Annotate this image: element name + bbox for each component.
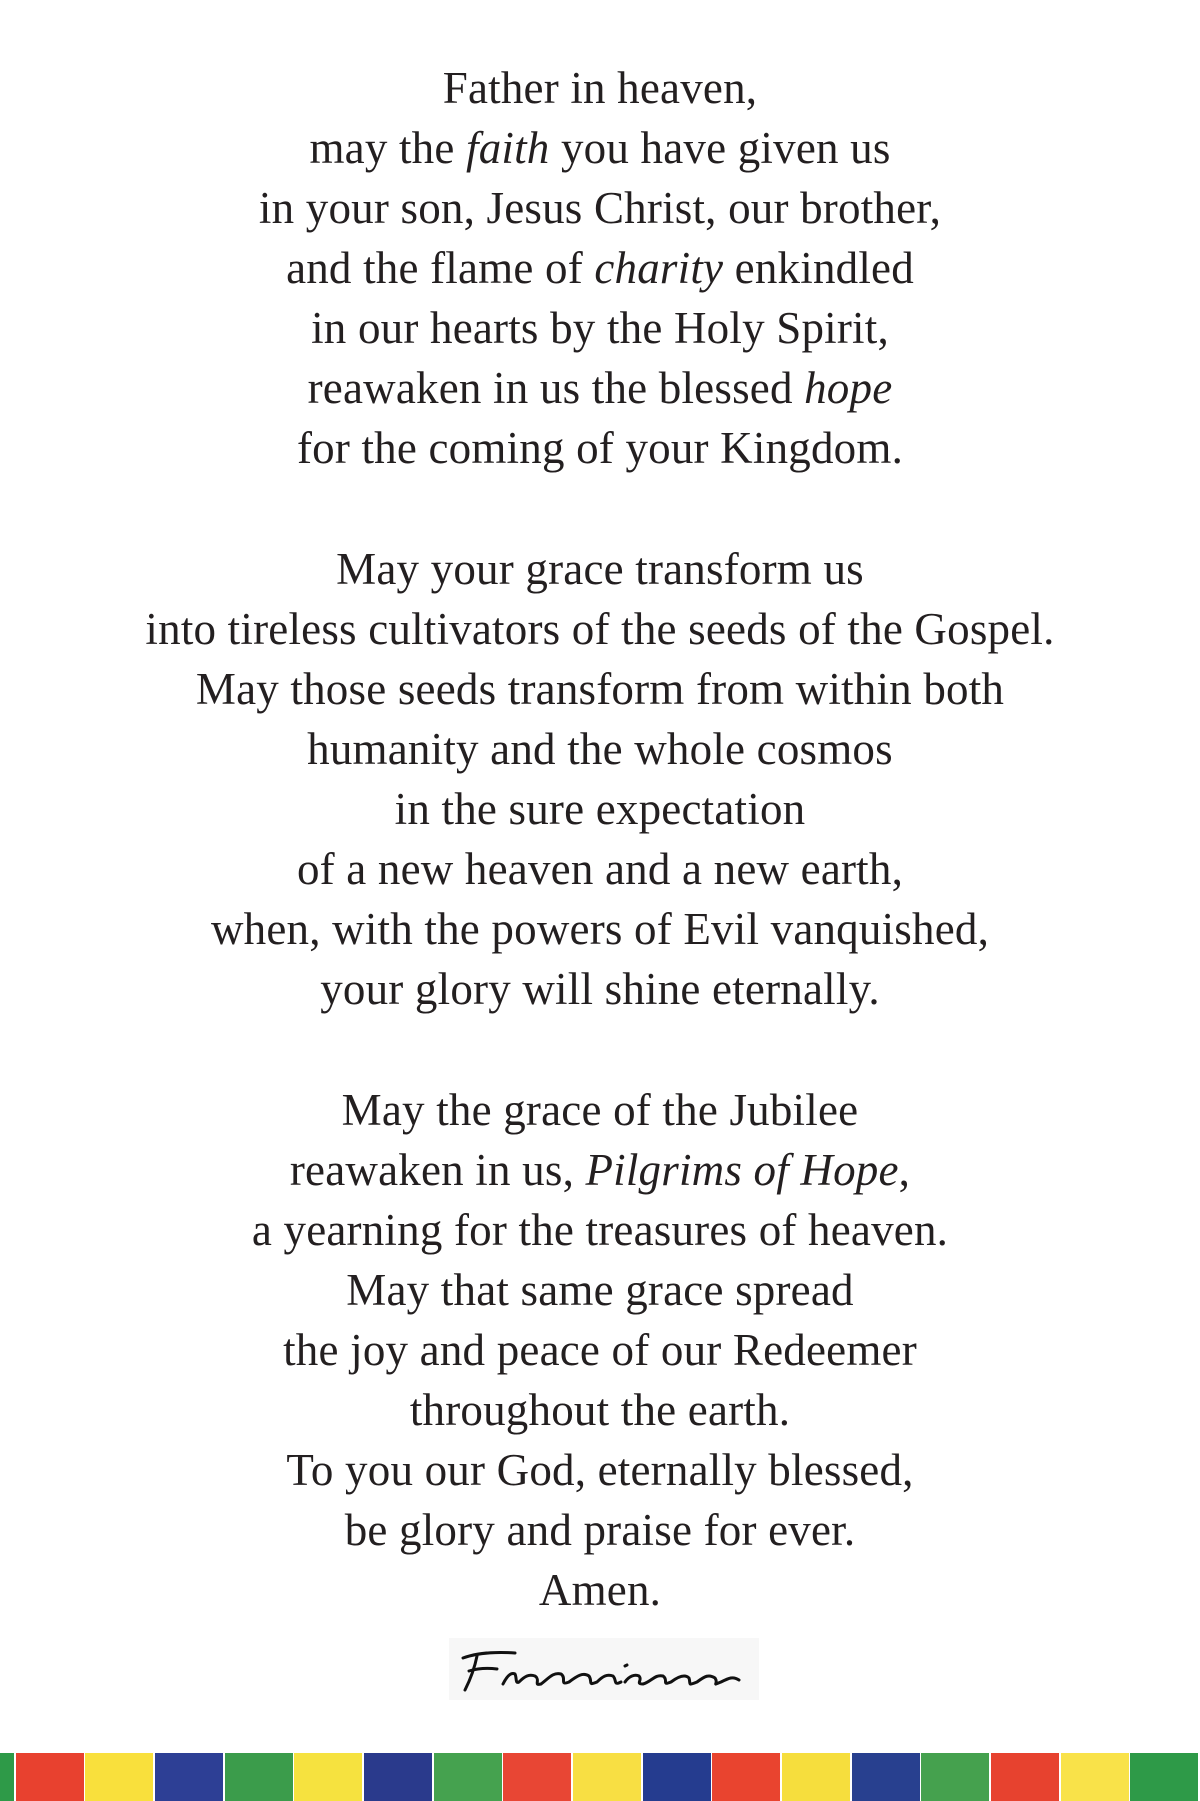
prayer-line	[0, 1200, 1200, 1260]
prayer-emphasis: charity	[594, 243, 724, 293]
prayer-text-segment: throughout the earth.	[409, 1385, 791, 1435]
stripe-segment	[434, 1753, 502, 1801]
stripe-segment	[852, 1753, 920, 1801]
prayer-text-segment: may the	[309, 123, 466, 173]
prayer-stanza	[0, 539, 1200, 1019]
prayer-emphasis: hope	[804, 363, 893, 413]
stripe-segment	[225, 1753, 293, 1801]
prayer-text-segment: for the coming of your Kingdom.	[296, 423, 904, 473]
prayer-text-segment: ,	[898, 1145, 911, 1195]
stripe-segment	[782, 1753, 850, 1801]
prayer-line	[0, 719, 1200, 779]
prayer-text-segment: May your grace transform us	[336, 544, 864, 594]
prayer-text-segment: your glory will shine eternally.	[320, 964, 880, 1014]
prayer-line	[0, 238, 1200, 298]
prayer-line	[0, 839, 1200, 899]
prayer-text-segment: you have given us	[549, 123, 891, 173]
prayer-stanza	[0, 58, 1200, 478]
stripe-segment	[991, 1753, 1059, 1801]
prayer-line	[0, 659, 1200, 719]
prayer-line	[0, 1500, 1200, 1560]
stripe-segment	[16, 1753, 84, 1801]
stripe-segment	[503, 1753, 571, 1801]
prayer-line	[0, 1440, 1200, 1500]
color-stripe	[0, 1753, 1200, 1801]
prayer-text-segment: the joy and peace of our Redeemer	[283, 1325, 917, 1375]
prayer-line	[0, 779, 1200, 839]
prayer-text-segment: May that same grace spread	[346, 1265, 854, 1315]
prayer-line	[0, 539, 1200, 599]
signature	[449, 1638, 759, 1700]
prayer-text-segment: enkindled	[723, 243, 914, 293]
prayer-text-segment: Amen.	[538, 1565, 662, 1615]
prayer-text	[0, 58, 1200, 1620]
prayer-line	[0, 1380, 1200, 1440]
prayer-text-segment: a yearning for the treasures of heaven.	[251, 1205, 949, 1255]
prayer-line	[0, 178, 1200, 238]
prayer-text-segment: when, with the powers of Evil vanquished,	[210, 904, 990, 954]
prayer-line	[0, 418, 1200, 478]
prayer-line	[0, 599, 1200, 659]
stripe-segment	[921, 1753, 989, 1801]
prayer-line	[0, 1320, 1200, 1380]
prayer-text-segment: in your son, Jesus Christ, our brother,	[258, 183, 942, 233]
stripe-segment	[155, 1753, 223, 1801]
prayer-stanza	[0, 1080, 1200, 1620]
prayer-text-segment: Father in heaven,	[442, 63, 758, 113]
prayer-text-segment: into tireless cultivators of the seeds of the Gospel.	[145, 604, 1055, 654]
prayer-text-segment: To you our God, eternally blessed,	[286, 1445, 914, 1495]
stripe-segment	[1061, 1753, 1129, 1801]
stripe-segment	[294, 1753, 362, 1801]
prayer-text-segment: in our hearts by the Holy Spirit,	[311, 303, 889, 353]
prayer-emphasis: Pilgrims of Hope	[585, 1145, 899, 1195]
prayer-text-segment: May those seeds transform from within both	[195, 664, 1005, 714]
stripe-segment	[0, 1753, 14, 1801]
prayer-line	[0, 1560, 1200, 1620]
prayer-text-segment: of a new heaven and a new earth,	[296, 844, 904, 894]
stripe-segment	[712, 1753, 780, 1801]
prayer-line	[0, 1080, 1200, 1140]
stripe-segment	[1130, 1753, 1198, 1801]
prayer-line	[0, 298, 1200, 358]
prayer-line	[0, 1140, 1200, 1200]
prayer-text-segment: reawaken in us,	[289, 1145, 586, 1195]
stripe-segment	[643, 1753, 711, 1801]
prayer-line	[0, 118, 1200, 178]
prayer-text-segment: be glory and praise for ever.	[344, 1505, 856, 1555]
prayer-emphasis: faith	[466, 123, 550, 173]
prayer-line	[0, 899, 1200, 959]
prayer-text-segment: humanity and the whole cosmos	[307, 724, 893, 774]
prayer-text-segment: in the sure expectation	[394, 784, 806, 834]
stripe-segment	[364, 1753, 432, 1801]
prayer-text-segment: May the grace of the Jubilee	[341, 1085, 859, 1135]
stripe-segment	[573, 1753, 641, 1801]
prayer-line	[0, 358, 1200, 418]
signature-franciscus-image	[449, 1638, 759, 1700]
prayer-line	[0, 959, 1200, 1019]
stripe-segment	[85, 1753, 153, 1801]
prayer-line	[0, 58, 1200, 118]
prayer-text-segment: reawaken in us the blessed	[307, 363, 805, 413]
prayer-text-segment: and the flame of	[286, 243, 595, 293]
prayer-line	[0, 1260, 1200, 1320]
